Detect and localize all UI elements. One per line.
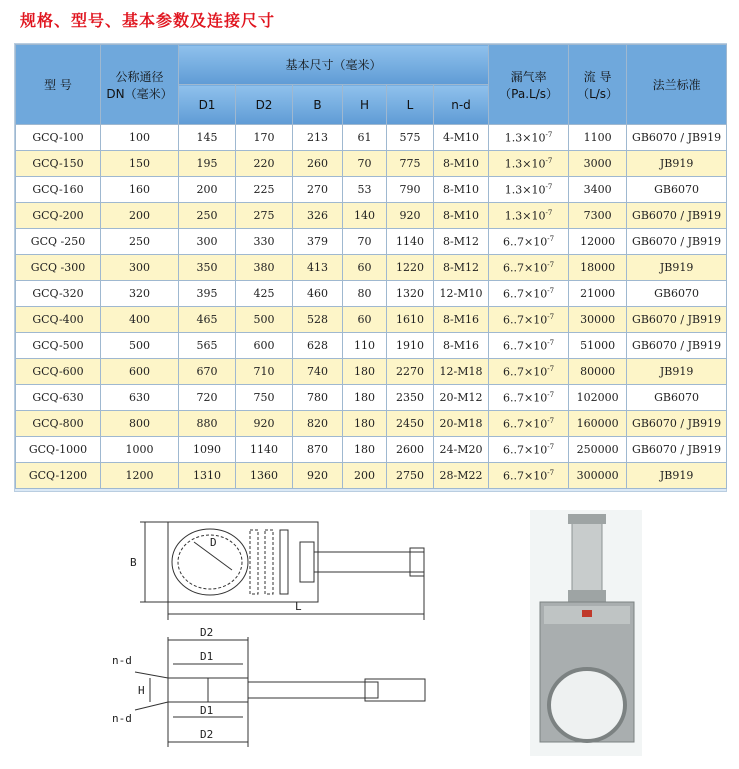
leak-base: 6..7×10: [503, 339, 548, 353]
cell-flange: GB6070 / JB919: [627, 229, 727, 255]
cell-nd: 20-M12: [434, 385, 489, 411]
cell-dn: 1200: [101, 463, 179, 489]
spec-table-panel: [14, 43, 727, 492]
cell-flange: GB6070 / JB919: [627, 411, 727, 437]
cell-flow: 3000: [569, 151, 627, 177]
cell-leak: [489, 411, 569, 437]
cell-flow: 300000: [569, 463, 627, 489]
leak-exp: -7: [545, 182, 553, 191]
table-row: [16, 359, 727, 385]
cell-flow: 21000: [569, 281, 627, 307]
table-row: [16, 281, 727, 307]
cell-l: 1320: [387, 281, 434, 307]
cell-flow: 3400: [569, 177, 627, 203]
label-h: H: [138, 684, 145, 697]
table-row: [16, 307, 727, 333]
table-row: [16, 255, 727, 281]
cell-leak: [489, 125, 569, 151]
cell-leak: [489, 307, 569, 333]
cell-l: 1220: [387, 255, 434, 281]
nameplate: [582, 610, 592, 617]
header-l: L: [387, 85, 434, 125]
cell-leak: [489, 177, 569, 203]
cell-l: 2600: [387, 437, 434, 463]
table-row: [16, 203, 727, 229]
leak-exp: -7: [547, 468, 555, 477]
gate-slot-3: [280, 530, 288, 594]
cell-d2: 425: [236, 281, 293, 307]
cell-h: 180: [343, 437, 387, 463]
cylinder-top-cap: [568, 514, 606, 524]
cell-nd: 28-M22: [434, 463, 489, 489]
cell-model: GCQ-200: [16, 203, 101, 229]
cell-flange: JB919: [627, 463, 727, 489]
cell-flange: GB6070 / JB919: [627, 125, 727, 151]
cell-flow: 250000: [569, 437, 627, 463]
cell-dn: 300: [101, 255, 179, 281]
cell-flange: GB6070: [627, 177, 727, 203]
cell-dn: 150: [101, 151, 179, 177]
cell-l: 575: [387, 125, 434, 151]
cell-l: 775: [387, 151, 434, 177]
cell-model: GCQ-800: [16, 411, 101, 437]
cell-model: GCQ-630: [16, 385, 101, 411]
cell-b: 780: [293, 385, 343, 411]
header-basic-dims: 基本尺寸（毫米）: [179, 45, 489, 85]
cell-b: 270: [293, 177, 343, 203]
cell-b: 870: [293, 437, 343, 463]
cell-d1: 395: [179, 281, 236, 307]
cell-flow: 30000: [569, 307, 627, 333]
cell-l: 1140: [387, 229, 434, 255]
cell-b: 920: [293, 463, 343, 489]
cell-nd: 24-M20: [434, 437, 489, 463]
cell-d1: 1090: [179, 437, 236, 463]
cell-d1: 465: [179, 307, 236, 333]
cell-flange: JB919: [627, 255, 727, 281]
leak-exp: -7: [547, 312, 555, 321]
cell-nd: 8-M10: [434, 177, 489, 203]
cell-d2: 1360: [236, 463, 293, 489]
leak-exp: -7: [547, 442, 555, 451]
cell-b: 260: [293, 151, 343, 177]
cell-d2: 275: [236, 203, 293, 229]
cell-b: 628: [293, 333, 343, 359]
cell-leak: [489, 437, 569, 463]
cell-b: 379: [293, 229, 343, 255]
cell-l: 790: [387, 177, 434, 203]
label-d1-bottom: D1: [200, 704, 214, 717]
cell-nd: 8-M12: [434, 229, 489, 255]
cell-nd: 8-M10: [434, 203, 489, 229]
label-l: L: [295, 600, 302, 613]
cell-d1: 195: [179, 151, 236, 177]
cell-flow: 51000: [569, 333, 627, 359]
cell-d1: 200: [179, 177, 236, 203]
header-dn-line2: DN（毫米）: [106, 86, 173, 101]
cell-flange: GB6070: [627, 385, 727, 411]
cell-d1: 300: [179, 229, 236, 255]
header-leak-line1: 漏气率: [510, 69, 547, 84]
header-d2: D2: [236, 85, 293, 125]
cell-d2: 380: [236, 255, 293, 281]
cell-h: 60: [343, 307, 387, 333]
cell-model: GCQ -300: [16, 255, 101, 281]
cell-dn: 160: [101, 177, 179, 203]
leak-base: 6..7×10: [503, 417, 548, 431]
valve-drawing: [110, 512, 440, 762]
cell-model: GCQ-160: [16, 177, 101, 203]
cell-d2: 500: [236, 307, 293, 333]
cell-h: 70: [343, 229, 387, 255]
valve-photo: [530, 510, 642, 756]
cell-h: 110: [343, 333, 387, 359]
cell-flange: GB6070: [627, 281, 727, 307]
cell-h: 70: [343, 151, 387, 177]
gate-slot: [250, 530, 258, 594]
page-title: 规格、型号、基本参数及连接尺寸: [20, 11, 276, 30]
cell-flow: 80000: [569, 359, 627, 385]
label-nd-bottom: n-d: [112, 712, 132, 725]
label-d2-top: D2: [200, 626, 214, 639]
cell-d2: 750: [236, 385, 293, 411]
label-b: B: [130, 556, 137, 569]
cell-d2: 600: [236, 333, 293, 359]
cell-d1: 720: [179, 385, 236, 411]
label-nd-top: n-d: [112, 654, 132, 667]
cell-leak: [489, 255, 569, 281]
header-flow: [569, 45, 627, 125]
cell-h: 60: [343, 255, 387, 281]
table-row: [16, 229, 727, 255]
cell-nd: 12-M10: [434, 281, 489, 307]
cell-flange: GB6070 / JB919: [627, 333, 727, 359]
cell-h: 200: [343, 463, 387, 489]
cell-h: 180: [343, 385, 387, 411]
cell-model: GCQ-500: [16, 333, 101, 359]
cell-d1: 350: [179, 255, 236, 281]
cell-dn: 400: [101, 307, 179, 333]
header-flange: 法兰标准: [627, 45, 727, 125]
cell-model: GCQ-600: [16, 359, 101, 385]
leak-exp: -7: [547, 234, 555, 243]
cell-d1: 880: [179, 411, 236, 437]
cell-nd: 12-M18: [434, 359, 489, 385]
table-row: [16, 125, 727, 151]
cell-flow: 1100: [569, 125, 627, 151]
spec-table-body: [16, 125, 727, 489]
cell-l: 2270: [387, 359, 434, 385]
cell-model: GCQ -250: [16, 229, 101, 255]
header-model: 型 号: [16, 45, 101, 125]
cell-l: 2350: [387, 385, 434, 411]
cell-b: 413: [293, 255, 343, 281]
cell-flow: 160000: [569, 411, 627, 437]
table-row: [16, 437, 727, 463]
cell-dn: 600: [101, 359, 179, 385]
header-b: B: [293, 85, 343, 125]
cell-l: 2750: [387, 463, 434, 489]
leak-base: 1.3×10: [504, 131, 546, 145]
cell-flange: GB6070 / JB919: [627, 203, 727, 229]
leader-nd-bottom: [135, 702, 168, 710]
table-row: [16, 151, 727, 177]
label-d2-bottom: D2: [200, 728, 214, 741]
leak-exp: -7: [547, 286, 555, 295]
label-d1-top: D1: [200, 650, 214, 663]
cell-flow: 7300: [569, 203, 627, 229]
cell-dn: 200: [101, 203, 179, 229]
cell-dn: 250: [101, 229, 179, 255]
cell-dn: 320: [101, 281, 179, 307]
flange-end: [300, 542, 314, 582]
leak-exp: -7: [547, 390, 555, 399]
cell-h: 180: [343, 359, 387, 385]
cell-d1: 670: [179, 359, 236, 385]
cell-d1: 1310: [179, 463, 236, 489]
cell-nd: 8-M10: [434, 151, 489, 177]
cell-d2: 920: [236, 411, 293, 437]
cell-leak: [489, 463, 569, 489]
table-row: [16, 177, 727, 203]
leak-base: 6..7×10: [503, 261, 548, 275]
table-row: [16, 385, 727, 411]
cell-b: 326: [293, 203, 343, 229]
cell-dn: 800: [101, 411, 179, 437]
leak-base: 6..7×10: [503, 287, 548, 301]
spec-table: [15, 44, 727, 489]
cell-b: 460: [293, 281, 343, 307]
header-nd: n-d: [434, 85, 489, 125]
leak-exp: -7: [547, 416, 555, 425]
cell-flow: 102000: [569, 385, 627, 411]
cell-l: 1610: [387, 307, 434, 333]
leak-base: 6..7×10: [503, 365, 548, 379]
header-leak: [489, 45, 569, 125]
cell-b: 820: [293, 411, 343, 437]
table-row: [16, 411, 727, 437]
cell-leak: [489, 385, 569, 411]
cell-d2: 225: [236, 177, 293, 203]
cell-d1: 565: [179, 333, 236, 359]
header-flow-line1: 流 导: [583, 69, 612, 84]
leak-base: 6..7×10: [503, 313, 548, 327]
cell-h: 61: [343, 125, 387, 151]
cell-h: 80: [343, 281, 387, 307]
header-d1: D1: [179, 85, 236, 125]
leak-base: 1.3×10: [504, 157, 546, 171]
cell-d1: 145: [179, 125, 236, 151]
cell-b: 740: [293, 359, 343, 385]
cell-model: GCQ-100: [16, 125, 101, 151]
cell-dn: 1000: [101, 437, 179, 463]
valve-bore: [549, 669, 625, 741]
leak-exp: -7: [547, 338, 555, 347]
cell-dn: 630: [101, 385, 179, 411]
header-dn: [101, 45, 179, 125]
cell-flow: 18000: [569, 255, 627, 281]
cell-flange: GB6070 / JB919: [627, 437, 727, 463]
header-flow-line2: （L/s）: [577, 86, 619, 101]
header-dn-line1: 公称通径: [115, 69, 164, 84]
cylinder-top: [314, 552, 424, 572]
side-cylinder: [248, 682, 378, 698]
leak-exp: -7: [547, 364, 555, 373]
cell-l: 920: [387, 203, 434, 229]
cell-model: GCQ-1000: [16, 437, 101, 463]
leak-base: 6..7×10: [503, 469, 548, 483]
cell-leak: [489, 229, 569, 255]
leak-base: 6..7×10: [503, 235, 548, 249]
cell-l: 2450: [387, 411, 434, 437]
cell-d2: 220: [236, 151, 293, 177]
cylinder-bottom-cap: [568, 590, 606, 602]
cell-d2: 1140: [236, 437, 293, 463]
cell-model: GCQ-150: [16, 151, 101, 177]
cell-nd: 20-M18: [434, 411, 489, 437]
leak-base: 1.3×10: [504, 183, 546, 197]
cell-b: 213: [293, 125, 343, 151]
leak-exp: -7: [545, 130, 553, 139]
leak-base: 6..7×10: [503, 443, 548, 457]
cell-leak: [489, 359, 569, 385]
label-d: D: [210, 536, 217, 549]
leader-nd-top: [135, 672, 168, 678]
cell-flow: 12000: [569, 229, 627, 255]
leak-base: 6..7×10: [503, 391, 548, 405]
cell-flange: JB919: [627, 151, 727, 177]
cylinder: [572, 516, 602, 596]
cell-d2: 170: [236, 125, 293, 151]
header-h: H: [343, 85, 387, 125]
cell-h: 53: [343, 177, 387, 203]
cell-leak: [489, 203, 569, 229]
cell-h: 140: [343, 203, 387, 229]
table-row: [16, 333, 727, 359]
cell-d2: 330: [236, 229, 293, 255]
cell-dn: 100: [101, 125, 179, 151]
cell-model: GCQ-1200: [16, 463, 101, 489]
cell-flange: GB6070 / JB919: [627, 307, 727, 333]
cell-leak: [489, 333, 569, 359]
cell-nd: 8-M16: [434, 307, 489, 333]
cell-h: 180: [343, 411, 387, 437]
cell-d1: 250: [179, 203, 236, 229]
cell-dn: 500: [101, 333, 179, 359]
cell-b: 528: [293, 307, 343, 333]
cell-model: GCQ-320: [16, 281, 101, 307]
cell-model: GCQ-400: [16, 307, 101, 333]
cell-leak: [489, 151, 569, 177]
cell-nd: 8-M16: [434, 333, 489, 359]
table-row: [16, 463, 727, 489]
leak-base: 1.3×10: [504, 209, 546, 223]
leak-exp: -7: [545, 156, 553, 165]
cell-nd: 4-M10: [434, 125, 489, 151]
gate-slot-2: [265, 530, 273, 594]
cell-l: 1910: [387, 333, 434, 359]
cell-flange: JB919: [627, 359, 727, 385]
header-leak-line2: （Pa.L/s）: [499, 86, 558, 101]
cell-d2: 710: [236, 359, 293, 385]
leak-exp: -7: [545, 208, 553, 217]
cell-nd: 8-M12: [434, 255, 489, 281]
leak-exp: -7: [547, 260, 555, 269]
cell-leak: [489, 281, 569, 307]
